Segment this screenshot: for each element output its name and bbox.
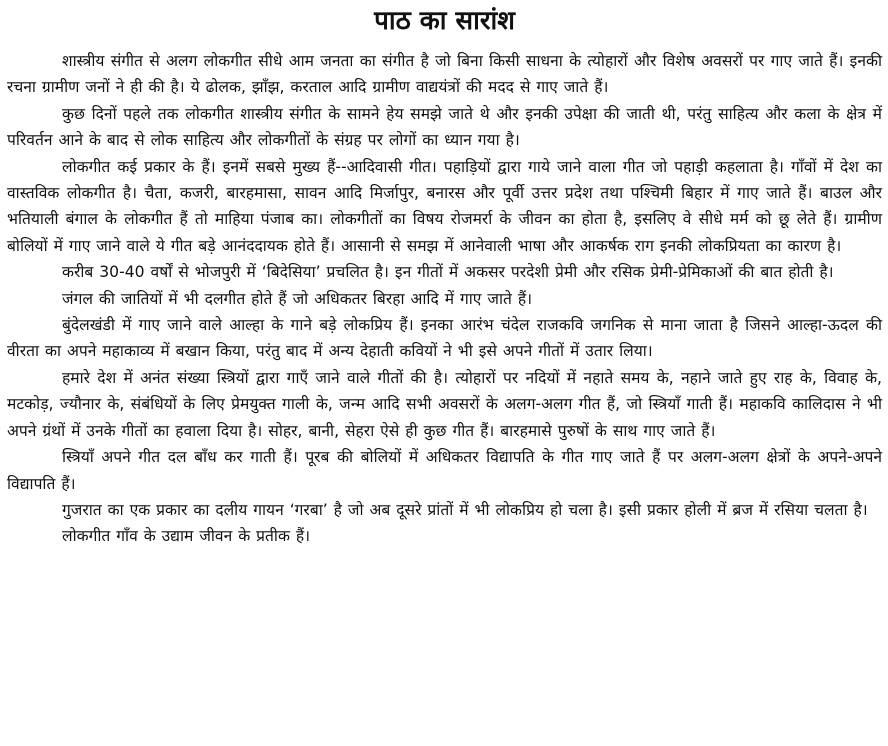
paragraph: गुजरात का एक प्रकार का दलीय गायन ‘गरबा’ है जो अब दूसरे प्रांतों में भी लोकप्रिय हो चला है। इसी प्रकार होली में ब्रज में रसिया चलता है।: [62, 500, 868, 519]
paragraph: कुछ दिनों पहले तक लोकगीत शास्त्रीय संगीत के सामने हेय समझे जाते थे और इनकी उपेक्षा की जाती थी, परंतु साहित्य और कला के क्षेत्र में परिवर्तन आने के बाद से लोक साहित्य और लोकगीतों के संग्रह पर लोगों का ध्यान गया है।: [7, 104, 882, 150]
paragraph: लोकगीत गाँव के उद्याम जीवन के प्रतीक हैं।: [62, 527, 311, 546]
page-title: पाठ का सारांश: [374, 6, 515, 36]
paragraph: हमारे देश में अनंत संख्या स्त्रियों द्वारा गाएँ जाने वाले गीतों की है। त्योहारों पर नदियों में नहाते समय के, नहाने जाते हुए राह के, विवाह के, मटकोड़, ज्यौनार के, संबंधियों के लिए प्रेमयुक्त गाली के, जन्म आदि सभी अवसरों के अलग-अलग गीत हैं, जो स्त्रियाँ गाती हैं। महाकवि कालिदास ने भी अपने ग्रंथों में उनके गीतों का हवाला दिया है। सोहर, बानी, सेहरा ऐसे ही कुछ गीत हैं। बारहमासे पुरुषों के साथ गाए जाते हैं।: [7, 368, 882, 440]
paragraph: जंगल की जातियों में भी दलगीत होते हैं जो अधिकतर बिरहा आदि में गाए जाते हैं।: [62, 289, 533, 308]
paragraph: करीब 30-40 वर्षों से भोजपुरी में ‘बिदेसिया’ प्रचलित है। इन गीतों में अकसर परदेशी प्रेमी और रसिक प्रेमी-प्रेमिकाओं की बात होती है।: [62, 263, 834, 282]
paragraph: स्त्रियाँ अपने गीत दल बाँध कर गाती हैं। पूरब की बोलियों में अधिकतर विद्यापति के गीत गाए जाते हैं पर अलग-अलग क्षेत्रों के अपने-अपने विद्यापति हैं।: [7, 448, 882, 493]
paragraph: बुंदेलखंडी में गाए जाने वाले आल्हा के गाने बड़े लोकप्रिय हैं। इनका आरंभ चंदेल राजकवि जगनिक से माना जाता है जिसने आल्हा-ऊदल की वीरता का अपने महाकाव्य में बखान किया, परंतु बाद में अन्य देहाती कवियों ने भी इसे अपने गीतों में उतार लिया।: [7, 316, 882, 361]
paragraph: लोकगीत कई प्रकार के हैं। इनमें सबसे मुख्य हैं--आदिवासी गीत। पहाड़ियों द्वारा गाये जाने वाला गीत जो पहाड़ी कहलाता है। गाँवों में देश का वास्तविक लोकगीत है। चैता, कजरी, बारहमासा, सावन आदि मिर्जापुर, बनारस और पूर्वी उत्तर प्रदेश तथा पश्चिमी बिहार में गाए जाते हैं। बाउल और भतियाली बंगाल के लोकगीत हैं तो माहिया पंजाब का। लोकगीतों का विषय रोजमर्रा के जीवन का होता है, इसलिए वे सीधे मर्म को छू लेते हैं। ग्रामीण बोलियों में गाए जाने वाले ये गीत बड़े आनंददायक होते हैं। आसानी से समझ में आनेवाली भाषा और आकर्षक राग इनकी लोकप्रियता का कारण है।: [7, 157, 882, 255]
paragraph: शास्त्रीय संगीत से अलग लोकगीत सीधे आम जनता का संगीत है जो बिना किसी साधना के त्योहारों और विशेष अवसरों पर गाए जाते हैं। इनकी रचना ग्रामीण जनों ने ही की है। ये ढोलक, झाँझ, करताल आदि ग्रामीण वाद्ययंत्रों की मदद से गाए जाते हैं।: [7, 52, 882, 97]
